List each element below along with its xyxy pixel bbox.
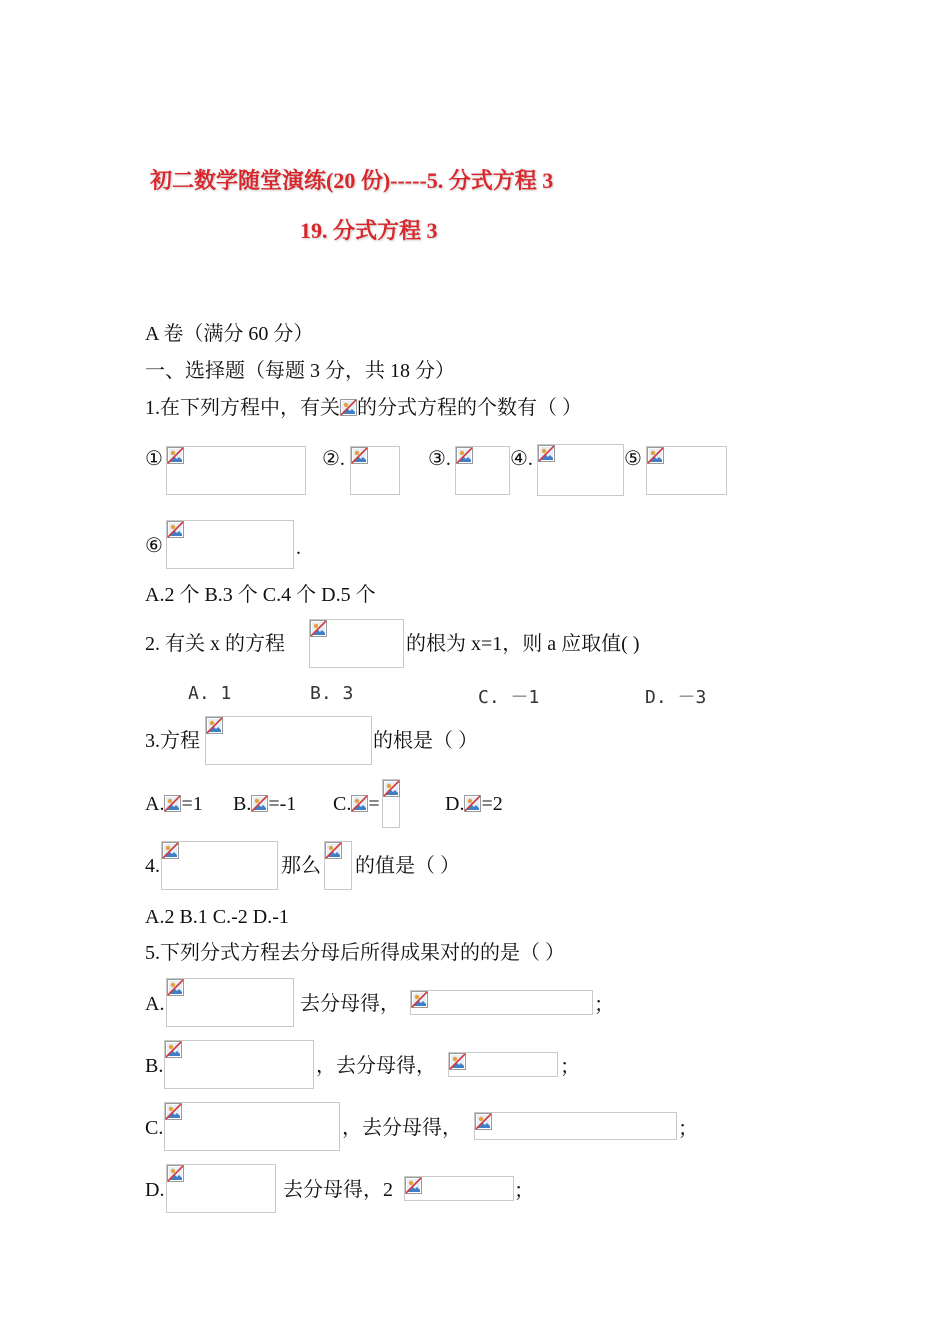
q1-options: A.2 个 B.3 个 C.4 个 D.5 个: [145, 584, 376, 606]
equation-image-4: [537, 444, 624, 496]
broken-image-icon: [647, 447, 665, 465]
equation-image-5d: [166, 1164, 276, 1213]
q2-stem-a: 2. 有关 x 的方程: [145, 633, 285, 655]
q3-stem-a: 3.方程: [145, 730, 200, 752]
broken-image-icon: [162, 842, 180, 860]
q1-item-5-label: ⑤: [624, 448, 642, 470]
broken-image-icon: [165, 1103, 183, 1121]
q2-option-a: A. 1: [188, 683, 232, 704]
equation-image-6: [166, 520, 294, 569]
broken-image-icon: [464, 795, 481, 812]
equation-image-3: [455, 446, 510, 495]
q3-option-c-label: C.: [333, 793, 352, 815]
broken-image-icon: [167, 447, 185, 465]
equation-image-5: [646, 446, 727, 495]
q1-item-2-label: ②.: [322, 448, 345, 470]
page-title: 初二数学随堂演练(20 份)-----5. 分式方程 3: [150, 168, 554, 193]
q1-stem-text-b: 的分式方程的个数有（ ）: [357, 397, 582, 419]
part-heading: 一、选择题（每题 3 分，共 18 分）: [145, 360, 455, 382]
result-image-5c: [474, 1112, 677, 1140]
q3-option-c-value: =: [368, 793, 380, 815]
q3-option-d-label: D.: [445, 793, 465, 815]
q5-b-semicolon: ；: [560, 1056, 580, 1078]
broken-image-icon: [310, 620, 328, 638]
q5-c-text: ，去分母得，: [342, 1117, 462, 1139]
result-image-5b: [448, 1052, 558, 1077]
broken-image-icon: [475, 1113, 493, 1131]
broken-image-icon: [449, 1053, 467, 1071]
q1-item-6-label: ⑥: [145, 535, 163, 557]
q4-stem-c: 的值是（ ）: [355, 855, 460, 877]
q1-item-4-label: ④.: [510, 448, 533, 470]
q5-d-label: D.: [145, 1179, 165, 1201]
equation-image-5a: [166, 978, 294, 1027]
q5-b-text: ，去分母得，: [316, 1055, 436, 1077]
q3-option-a-label: A.: [145, 793, 165, 815]
q5-d-text: 去分母得，2: [283, 1179, 393, 1201]
equation-image-q2: [309, 619, 404, 668]
equation-image-5b: [164, 1040, 314, 1089]
result-image-5d: [404, 1176, 514, 1201]
q3-option-d: [445, 792, 503, 816]
q3-option-b: [233, 792, 296, 816]
broken-image-icon: [351, 795, 368, 812]
q1-stem-text-a: 1.在下列方程中，有关: [145, 397, 340, 419]
q3-option-c: [333, 792, 380, 816]
q5-stem: 5.下列分式方程去分母后所得成果对的的是（ ）: [145, 942, 565, 964]
result-image-5a: [410, 990, 593, 1015]
broken-image-icon: [165, 1041, 183, 1059]
q1-end-dot: .: [296, 537, 301, 559]
broken-image-icon: [167, 979, 185, 997]
q2-option-d: D. －3: [645, 687, 707, 708]
broken-image-icon: [340, 399, 357, 416]
q5-c-label: C.: [145, 1117, 164, 1139]
paper-label: A 卷（满分 60 分）: [145, 323, 314, 345]
broken-image-icon: [167, 521, 185, 539]
q3-option-a: [145, 792, 203, 816]
q5-a-label: A.: [145, 993, 165, 1015]
q5-a-semicolon: ；: [594, 994, 614, 1016]
broken-image-icon: [351, 447, 369, 465]
broken-image-icon: [405, 1177, 423, 1195]
q4-number: 4.: [145, 855, 160, 877]
broken-image-icon: [167, 1165, 185, 1183]
q5-b-label: B.: [145, 1055, 164, 1077]
broken-image-icon: [538, 445, 556, 463]
equation-image-q3c: [382, 779, 400, 828]
equation-image-q3: [205, 716, 372, 765]
broken-image-icon: [325, 842, 343, 860]
equation-image-q4: [161, 841, 278, 890]
page-subtitle: 19. 分式方程 3: [300, 218, 438, 243]
equation-image-q4b: [324, 841, 352, 890]
equation-image-5c: [164, 1102, 340, 1151]
q1-stem: [145, 396, 582, 420]
q2-option-c: C. －1: [478, 687, 540, 708]
q3-option-b-value: =-1: [268, 793, 297, 815]
broken-image-icon: [164, 795, 181, 812]
equation-image-2: [350, 446, 400, 495]
q2-option-b: B. 3: [310, 683, 354, 704]
q4-stem-b: 那么: [281, 855, 321, 877]
q2-stem-b: 的根为 x=1，则 a 应取值( ): [406, 633, 640, 655]
broken-image-icon: [383, 780, 401, 798]
broken-image-icon: [456, 447, 474, 465]
q5-d-semicolon: ；: [514, 1180, 534, 1202]
equation-image-1: [166, 446, 306, 495]
q4-options: A.2 B.1 C.-2 D.-1: [145, 906, 289, 928]
broken-image-icon: [206, 717, 224, 735]
broken-image-icon: [411, 991, 429, 1009]
q3-stem-b: 的根是（ ）: [373, 730, 478, 752]
q5-a-text: 去分母得，: [300, 993, 400, 1015]
q3-option-a-value: =1: [181, 793, 203, 815]
q5-c-semicolon: ；: [678, 1118, 698, 1140]
q3-option-d-value: =2: [481, 793, 503, 815]
q3-option-b-label: B.: [233, 793, 252, 815]
broken-image-icon: [251, 795, 268, 812]
q1-item-3-label: ③.: [428, 448, 451, 470]
q1-item-1-label: ①: [145, 448, 163, 470]
